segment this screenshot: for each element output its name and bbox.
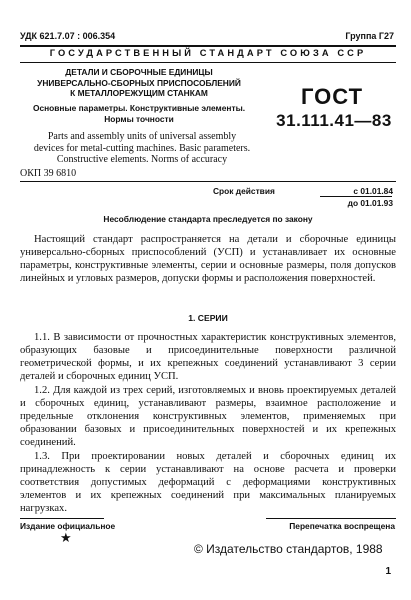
title-ru — [34, 67, 244, 99]
title-rule — [20, 181, 396, 182]
paragraph-1-1: 1.1. В зависимости от прочностных характеристик конструктивных элементов, образующих базовые и присоединительные поверхности различной геометрической формы, и их крепежных соединений устанавливают 3 серии деталей и сборочных единиц УСП. — [20, 332, 396, 382]
page-number: 1 — [385, 566, 391, 577]
paragraph-1-3: 1.3. При проектировании новых деталей и сборочных единиц их принадлежность к серии устанавливают на основе расчета и проверки соответствия допустимых деформаций с деформациями конструктивных элементов и их крепежных соединений при максимальных планируемых нагрузках. — [20, 451, 396, 514]
reprint-forbidden: Перепечатка воспрещена — [289, 521, 395, 531]
header-rule-top — [20, 45, 396, 47]
title-ru-line: ДЕТАЛИ И СБОРОЧНЫЕ ЕДИНИЦЫ — [65, 67, 213, 77]
section-heading: 1. СЕРИИ — [188, 313, 228, 323]
title-ru-line: К МЕТАЛЛОРЕЖУЩИМ СТАНКАМ — [70, 88, 208, 98]
gost-label: ГОСТ — [300, 84, 364, 109]
subtitle-ru-line: Нормы точности — [104, 113, 174, 124]
paragraph-1-2: 1.2. Для каждой из трех серий, изготовляемых и вновь проектируемых деталей и сборочных единиц, устанавливают размеры, взаимное расположение и предельные отклонения конструктивных элементов, применяемых при образовании базовых и присоединительных поверхностей и их крепежных соединений. — [20, 385, 396, 448]
group-code: Группа Г27 — [345, 31, 394, 41]
okp-code: ОКП 39 6810 — [20, 168, 77, 179]
standard-banner: ГОСУДАРСТВЕННЫЙ СТАНДАРТ СОЮЗА ССР — [49, 48, 367, 58]
official-edition: Издание официальное — [20, 521, 116, 531]
validity-to: до 01.01.93 — [347, 198, 393, 208]
title-en — [22, 131, 262, 166]
validity-rule — [320, 196, 392, 197]
legal-notice: Несоблюдение стандарта преследуется по закону — [103, 214, 313, 224]
header-rule-bottom — [20, 62, 396, 63]
subtitle-ru — [30, 103, 248, 124]
subtitle-ru-line: Основные параметры. Конструктивные элементы. — [32, 103, 246, 113]
title-en-line: Constructive elements. Norms of accuracy — [56, 154, 228, 165]
validity-from: с 01.01.84 — [353, 186, 393, 196]
footer-rule-left — [20, 518, 104, 519]
title-en-line: Parts and assembly units of universal assembly — [47, 131, 237, 142]
copyright: © Издательство стандартов, 1988 — [194, 542, 383, 556]
title-en-line: devices for metal-cutting machines. Basic parameters. — [33, 142, 251, 154]
title-ru-line: УНИВЕРСАЛЬНО-СБОРНЫХ ПРИСПОСОБЛЕНИЙ — [37, 77, 241, 88]
intro-paragraph: Настоящий стандарт распространяется на детали и сборочные единицы универсально-сборных приспособлений (УСП) и устанавливает их основные параметры, конструктивные элементы, серии и основные размеры, поля допусков линейных и угловых размеров, допуски формы и расположения поверхностей. — [20, 234, 396, 284]
validity-label: Срок действия — [213, 186, 275, 196]
footer-rule-right — [266, 518, 396, 519]
gost-number: 31.111.41—83 — [276, 111, 392, 130]
star-icon: ★ — [60, 530, 72, 545]
udk-code: УДК 621.7.07 : 006.354 — [20, 31, 116, 41]
